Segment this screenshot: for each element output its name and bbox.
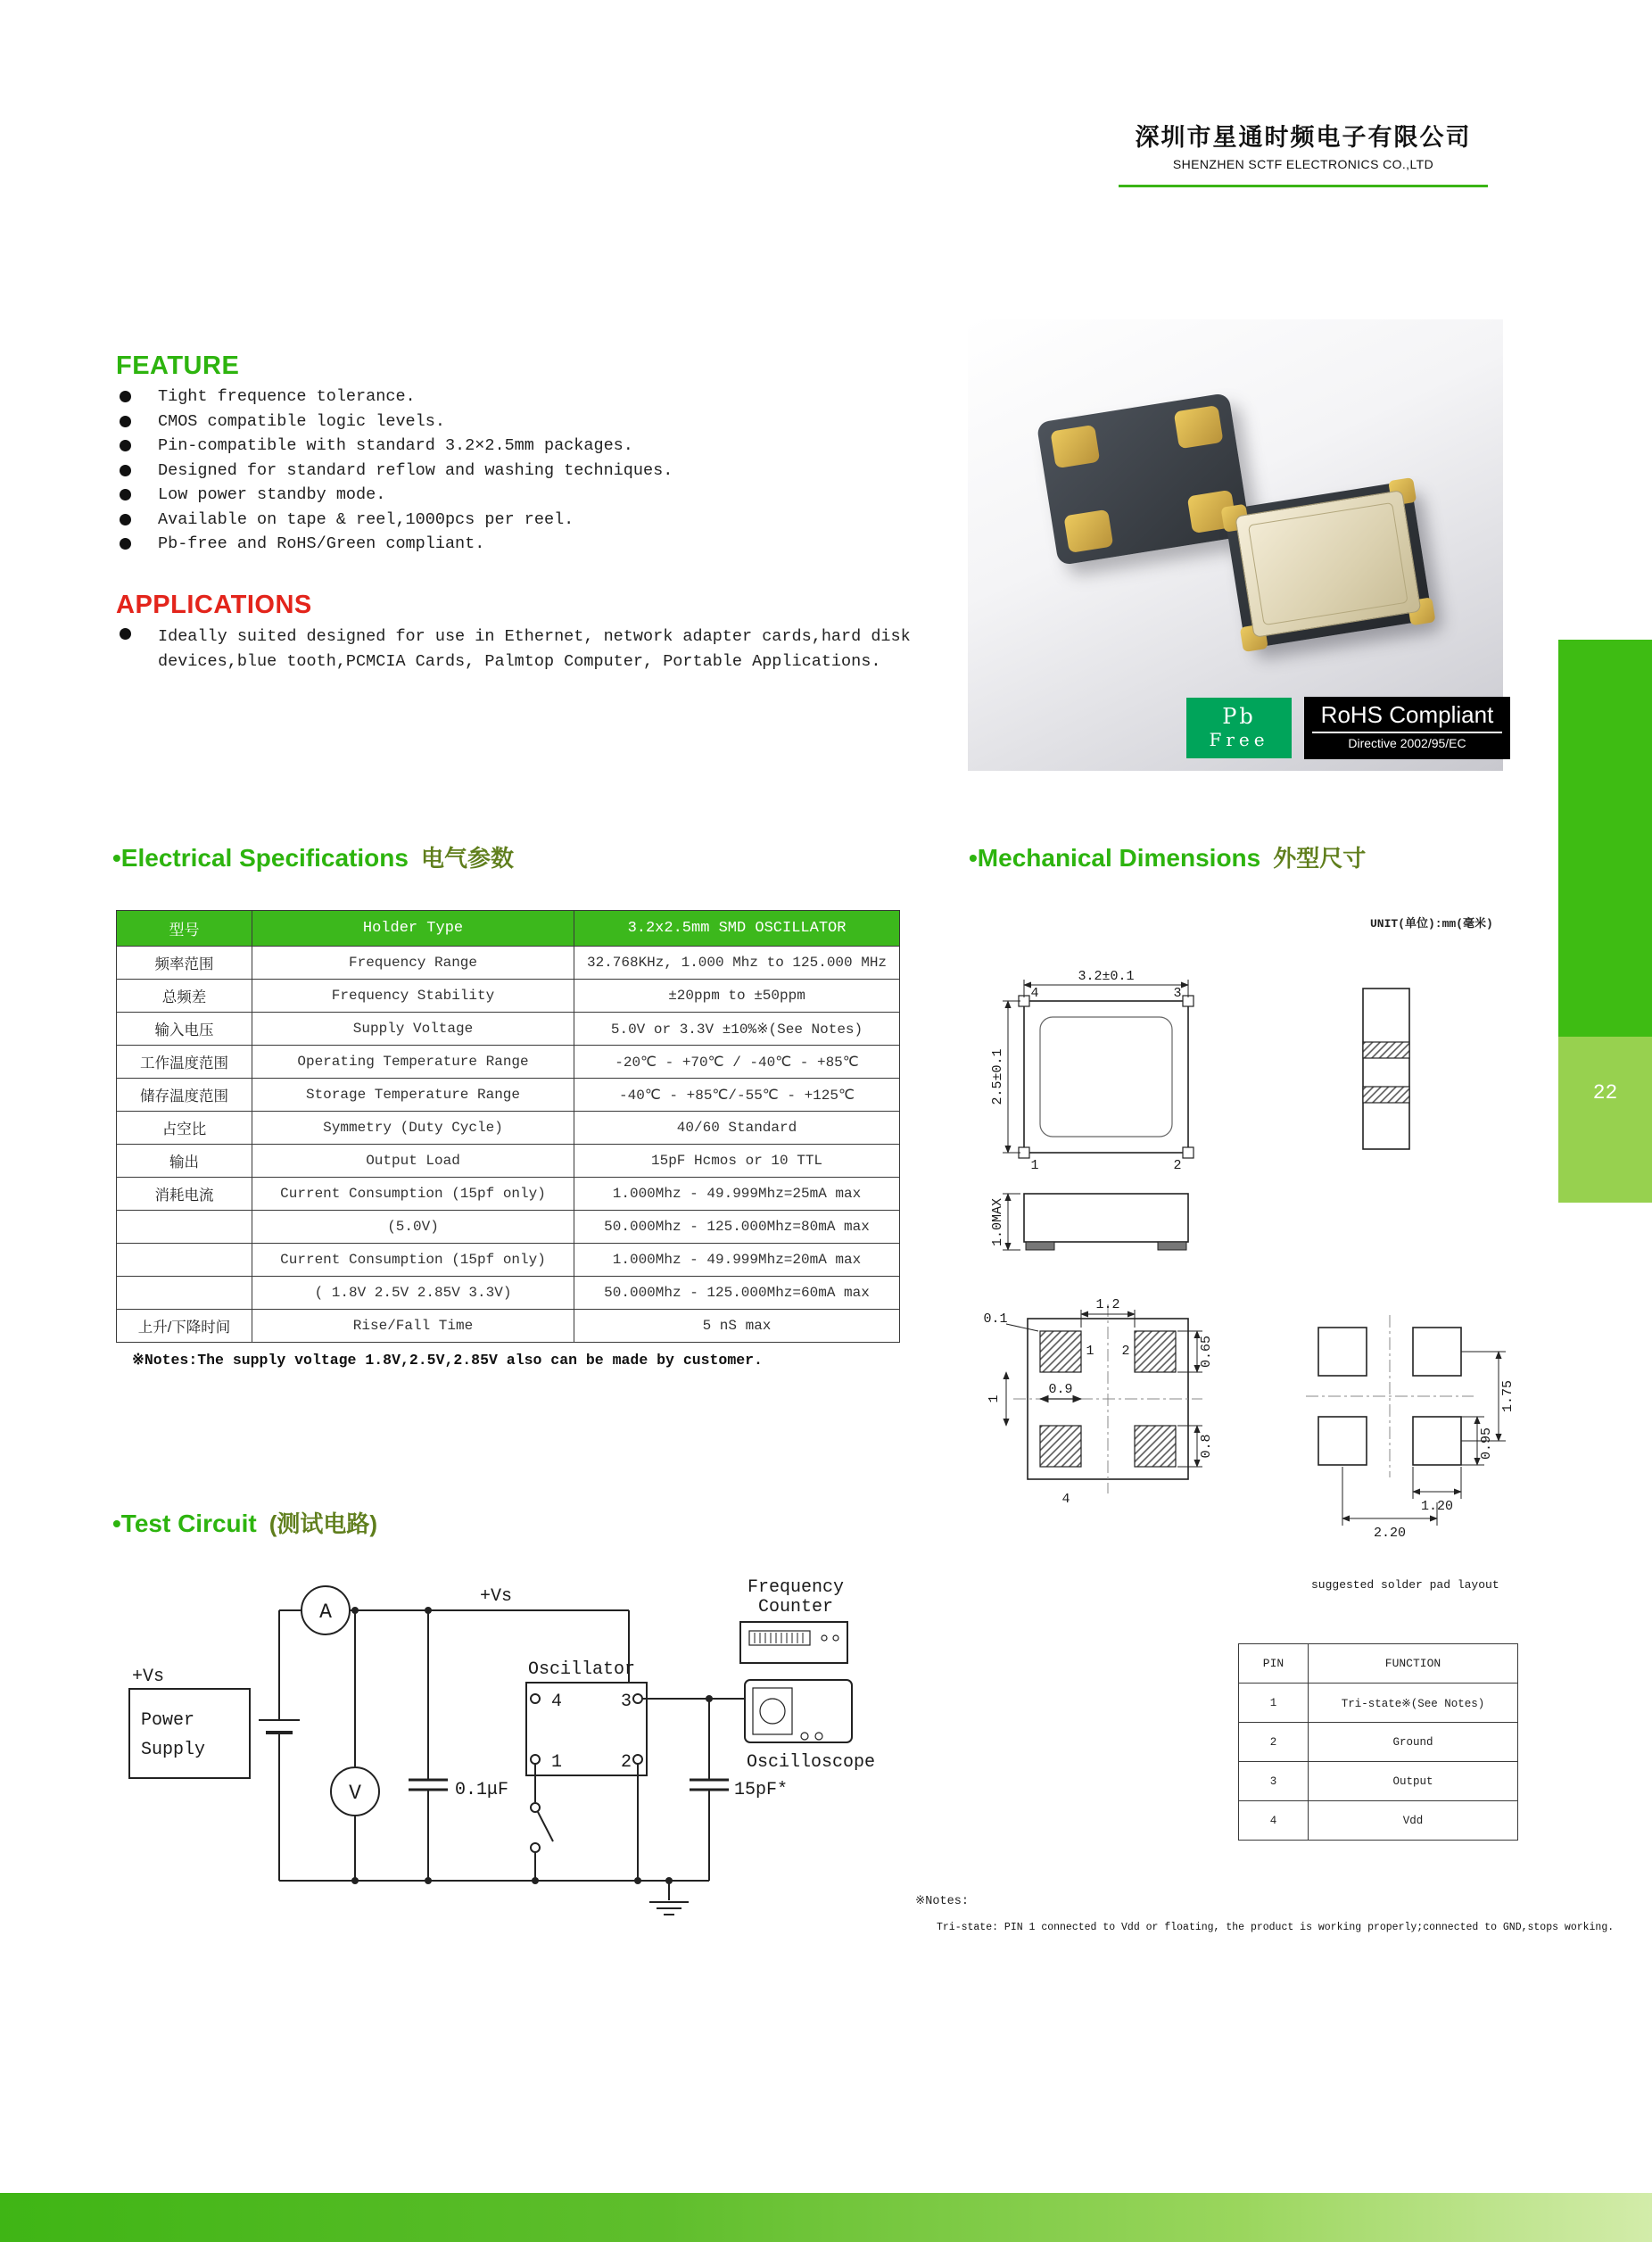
spec-cell <box>117 1244 252 1277</box>
spec-cell: 上升/下降时间 <box>117 1310 252 1343</box>
spec-cell: Output Load <box>252 1145 574 1178</box>
page-number: 22 <box>1592 1081 1618 1104</box>
junction-dots <box>351 1607 713 1884</box>
dim-pad-height: 0.65 <box>1199 1335 1214 1369</box>
rohs-directive: Directive 2002/95/EC <box>1312 732 1502 750</box>
table-row <box>1239 1801 1518 1841</box>
dim-pad-gap: 0.1 <box>983 1311 1008 1327</box>
feature-item <box>120 461 744 480</box>
mechanical-section-title <box>969 840 1366 873</box>
power-supply-label-2: Supply <box>141 1740 206 1760</box>
bullet-icon <box>120 514 131 525</box>
pb-free-line1: Pb <box>1222 704 1256 729</box>
oscilloscope-label: Oscilloscope <box>747 1752 876 1773</box>
pin-function-table <box>1238 1643 1518 1841</box>
notes-text: Tri-state: PIN 1 connected to Vdd or floating, the product is working properly;connected to GND,stops working. <box>937 1922 1615 1933</box>
pin-cell: Ground <box>1309 1723 1518 1762</box>
spec-cell: ( 1.8V 2.5V 2.85V 3.3V) <box>252 1277 574 1310</box>
spec-cell: 15pF Hcmos or 10 TTL <box>574 1145 900 1178</box>
top-view-pin-1: 1 <box>1030 1158 1039 1173</box>
osc-pin-4: 4 <box>551 1692 563 1712</box>
feature-text: Available on tape & reel,1000pcs per reel. <box>158 509 574 529</box>
table-row <box>117 1310 900 1343</box>
dim-height-max: 1.0MAX <box>990 1197 1005 1247</box>
bullet-icon <box>120 391 131 402</box>
pin-header-cell: PIN <box>1239 1644 1309 1684</box>
table-row <box>1239 1684 1518 1723</box>
product-photo <box>968 319 1503 771</box>
dim-pad-width: 0.8 <box>1199 1434 1214 1459</box>
test-circuit-section-title <box>112 1506 377 1539</box>
spec-cell: 50.000Mhz - 125.000Mhz=60mA max <box>574 1277 900 1310</box>
top-view-pin-2: 2 <box>1173 1158 1182 1173</box>
osc-pin-3: 3 <box>620 1692 632 1712</box>
oscillator-chip-bottom-view <box>1037 393 1251 566</box>
dim-land-span: 2.20 <box>1373 1526 1407 1541</box>
spec-cell: 频率范围 <box>117 947 252 980</box>
bullet-icon <box>120 416 131 427</box>
spec-cell: Storage Temperature Range <box>252 1079 574 1112</box>
dim-pad-span: 1.2 <box>1095 1297 1120 1312</box>
feature-text: Pin-compatible with standard 3.2×2.5mm packages. <box>158 436 633 455</box>
vs-top-label: +Vs <box>480 1586 513 1607</box>
table-row <box>1239 1723 1518 1762</box>
spec-cell: Frequency Stability <box>252 980 574 1013</box>
table-row <box>117 1046 900 1079</box>
rohs-title: RoHS Compliant <box>1320 701 1494 728</box>
bullet-icon <box>120 538 131 550</box>
applications-text: Ideally suited designed for use in Ethernet, network adapter cards,hard disk devices,blue tooth,PCMCIA Cards, Palmtop Computer, Portable Applications. <box>158 627 911 671</box>
table-row <box>117 1112 900 1145</box>
feature-heading: FEATURE <box>116 352 240 380</box>
table-row <box>117 1211 900 1244</box>
gold-pad <box>1050 425 1100 468</box>
table-row <box>117 947 900 980</box>
spec-cell: 输出 <box>117 1145 252 1178</box>
pb-free-badge <box>1186 698 1292 758</box>
feature-item <box>120 485 744 504</box>
feature-item <box>120 534 744 553</box>
dimension-labels <box>983 969 1516 1592</box>
test-circuit-title-en: •Test Circuit <box>112 1510 257 1537</box>
company-name-en: SHENZHEN SCTF ELECTRONICS CO.,LTD <box>1172 157 1434 171</box>
bullet-icon <box>120 465 131 476</box>
spec-cell: 5.0V or 3.3V ±10%※(See Notes) <box>574 1013 900 1046</box>
spec-cell: 5 nS max <box>574 1310 900 1343</box>
feature-item <box>120 436 744 455</box>
circuit-wires <box>129 1586 852 1915</box>
electrical-title-en: •Electrical Specifications <box>112 844 409 872</box>
spec-cell: 1.000Mhz - 49.999Mhz=20mA max <box>574 1244 900 1277</box>
table-row <box>117 1013 900 1046</box>
dim-land-pitch: 1.75 <box>1500 1379 1516 1413</box>
electrical-spec-table <box>116 910 900 1343</box>
rohs-badge <box>1304 697 1510 759</box>
spec-table-note: ※Notes:The supply voltage 1.8V,2.5V,2.85V also can be made by customer. <box>132 1352 763 1369</box>
feature-text: Low power standby mode. <box>158 485 386 504</box>
spec-header-cell: Holder Type <box>252 911 574 947</box>
feature-item <box>120 387 744 406</box>
feature-text: Pb-free and RoHS/Green compliant. <box>158 534 485 553</box>
table-row <box>117 1079 900 1112</box>
dim-body-height: 2.5±0.1 <box>990 1048 1005 1105</box>
spec-cell: Symmetry (Duty Cycle) <box>252 1112 574 1145</box>
power-supply-label-1: Power <box>141 1710 195 1731</box>
pin-cell: Vdd <box>1309 1801 1518 1841</box>
electrical-section-title <box>112 840 514 873</box>
test-circuit-title-cn: (测试电路) <box>268 1510 378 1537</box>
table-row <box>117 1277 900 1310</box>
spec-cell: (5.0V) <box>252 1211 574 1244</box>
top-view-drawing <box>1003 980 1194 1158</box>
pin-cell: 2 <box>1239 1723 1309 1762</box>
applications-heading: APPLICATIONS <box>116 591 312 619</box>
spec-cell: 50.000Mhz - 125.000Mhz=80mA max <box>574 1211 900 1244</box>
oscillator-chip-top-view <box>1224 480 1433 649</box>
spec-cell: Current Consumption (15pf only) <box>252 1178 574 1211</box>
spec-cell: Frequency Range <box>252 947 574 980</box>
counter-display-stripes <box>755 1633 803 1643</box>
spec-cell: 占空比 <box>117 1112 252 1145</box>
dim-land-width: 1.20 <box>1420 1499 1454 1514</box>
cap-15pf-label: 15pF* <box>734 1780 789 1800</box>
front-view-drawing <box>1003 1194 1188 1250</box>
table-row <box>117 980 900 1013</box>
frequency-counter-label-1: Frequency <box>747 1577 845 1598</box>
pb-free-line2: Free <box>1209 729 1269 750</box>
electrical-title-cn: 电气参数 <box>420 845 514 872</box>
feature-text: Tight frequence tolerance. <box>158 387 416 406</box>
header-divider <box>1119 185 1488 187</box>
pin-cell: Output <box>1309 1762 1518 1801</box>
footer-bar <box>0 2193 1652 2242</box>
bottom-view-pin-4: 4 <box>1061 1492 1070 1507</box>
pin-cell: 1 <box>1239 1684 1309 1723</box>
gold-pad <box>1063 509 1113 553</box>
mechanical-title-en: •Mechanical Dimensions <box>969 844 1261 872</box>
unit-label: UNIT(单位):mm(毫米) <box>1370 917 1493 931</box>
feature-item <box>120 510 744 529</box>
spec-header-cell: 3.2x2.5mm SMD OSCILLATOR <box>574 911 900 947</box>
spec-cell: ±20ppm to ±50ppm <box>574 980 900 1013</box>
table-header-row <box>117 911 900 947</box>
solder-pad-layout-drawing <box>1306 1315 1506 1526</box>
dim-land-height: 0.95 <box>1479 1427 1494 1460</box>
table-row <box>1239 1762 1518 1801</box>
feature-list <box>120 387 744 559</box>
mechanical-title-cn: 外型尺寸 <box>1273 845 1367 872</box>
pin-cell: 4 <box>1239 1801 1309 1841</box>
applications-item <box>120 625 922 674</box>
frequency-counter-label-2: Counter <box>757 1597 834 1617</box>
spec-header-cell: 型号 <box>117 911 252 947</box>
bullet-icon <box>120 440 131 451</box>
table-header-row <box>1239 1644 1518 1684</box>
top-view-pin-3: 3 <box>1173 986 1182 1001</box>
side-view-drawing <box>1363 989 1409 1149</box>
spec-cell: 32.768KHz, 1.000 Mhz to 125.000 MHz <box>574 947 900 980</box>
notes-label: ※Notes: <box>915 1895 969 1908</box>
bottom-view-pin-1: 1 <box>1086 1344 1094 1359</box>
osc-pin-1: 1 <box>551 1752 563 1773</box>
spec-cell: 消耗电流 <box>117 1178 252 1211</box>
pin-cell: 3 <box>1239 1762 1309 1801</box>
feature-text: Designed for standard reflow and washing techniques. <box>158 460 673 480</box>
spec-cell: 40/60 Standard <box>574 1112 900 1145</box>
spec-cell: Current Consumption (15pf only) <box>252 1244 574 1277</box>
dim-pad-inner: 0.9 <box>1048 1382 1073 1397</box>
mechanical-drawings <box>963 928 1606 1606</box>
feature-text: CMOS compatible logic levels. <box>158 411 445 431</box>
ammeter-label: A <box>319 1601 332 1624</box>
circuit-labels <box>132 1577 875 1805</box>
bottom-view-pin-2: 2 <box>1121 1344 1130 1359</box>
spec-cell: 储存温度范围 <box>117 1079 252 1112</box>
spec-cell: 1.000Mhz - 49.999Mhz=25mA max <box>574 1178 900 1211</box>
spec-cell: -20℃ - +70℃ / -40℃ - +85℃ <box>574 1046 900 1079</box>
spec-cell: -40℃ - +85℃/-55℃ - +125℃ <box>574 1079 900 1112</box>
cap-01uf-label: 0.1μF <box>455 1780 509 1800</box>
bullet-icon <box>120 628 131 640</box>
table-row <box>117 1244 900 1277</box>
oscillator-label: Oscillator <box>528 1659 636 1680</box>
dim-pad-pitch: 1 <box>987 1394 1002 1403</box>
gold-pad <box>1174 405 1224 449</box>
bullet-icon <box>120 489 131 501</box>
voltmeter-label: V <box>349 1782 361 1805</box>
company-name-cn: 深圳市星通时频电子有限公司 <box>1135 124 1472 151</box>
spec-cell: Rise/Fall Time <box>252 1310 574 1343</box>
test-circuit-diagram <box>125 1577 910 1970</box>
solder-pad-caption: suggested solder pad layout <box>1311 1578 1499 1592</box>
osc-pin-2: 2 <box>620 1752 632 1773</box>
spec-cell: Operating Temperature Range <box>252 1046 574 1079</box>
vs-left-label: +Vs <box>132 1667 165 1687</box>
spec-cell: 输入电压 <box>117 1013 252 1046</box>
spec-cell: Supply Voltage <box>252 1013 574 1046</box>
table-row <box>117 1145 900 1178</box>
bottom-view-drawing <box>1006 1304 1202 1493</box>
top-view-pin-4: 4 <box>1030 986 1039 1001</box>
spec-cell <box>117 1277 252 1310</box>
dim-body-width: 3.2±0.1 <box>1078 969 1135 984</box>
pin-header-cell: FUNCTION <box>1309 1644 1518 1684</box>
feature-item <box>120 412 744 431</box>
company-header <box>1119 118 1488 171</box>
spec-cell <box>117 1211 252 1244</box>
pin-cell: Tri-state※(See Notes) <box>1309 1684 1518 1723</box>
table-row <box>117 1178 900 1211</box>
spec-cell: 工作温度范围 <box>117 1046 252 1079</box>
spec-cell: 总频差 <box>117 980 252 1013</box>
